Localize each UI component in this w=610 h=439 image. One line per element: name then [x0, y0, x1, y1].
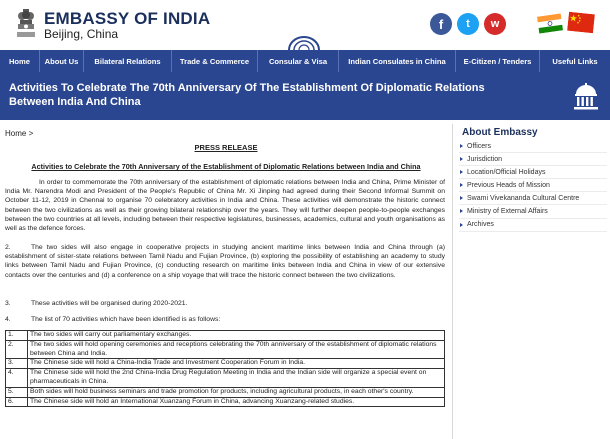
paragraph-4-number: 4. — [5, 316, 11, 323]
nav-about-us[interactable]: About Us — [40, 50, 84, 72]
sidebar-item-location-holidays[interactable]: Location/Official Holidays — [459, 166, 607, 179]
article-headline: Activities to Celebrate the 70th Anniversary of the Establishment of Diplomatic Relations between India and China — [31, 162, 421, 171]
paragraph-3-text: These activities will be organised during 2020-2021. — [31, 300, 188, 307]
sidebar-item-mea[interactable]: Ministry of External Affairs — [459, 205, 607, 218]
table-row — [6, 331, 445, 341]
india-flag-icon — [537, 13, 563, 33]
china-flag-icon — [567, 12, 595, 34]
row-number: 5. — [6, 387, 28, 397]
embassy-building-icon — [573, 83, 599, 111]
paragraph-1-text: In order to commemorate the 70th anniversary of the establishment of diplomatic relations between India and China, Prime Minister of India Mr. Narendra Modi and President of the People's Republic of China Mr. Xi Jinping had agreed during their Second Informal Summit on October 11-12, 2019 in Chennai to organise 70 celebratory activities in India and China. These activities will demonstrate the historic connect between the two civilizations as well as their growing bilateral relationship over the years. They will further deepen people-to-people exchanges between the two countries at all levels, including between their respective legislatures, businesses, academics, cultural and youth organisations as well as the defence forces. — [5, 179, 445, 233]
row-text: The Chinese side will hold a China-India Trade and Investment Cooperation Forum in India. — [28, 359, 445, 369]
dome-arch-icon — [287, 36, 321, 50]
sidebar-item-cultural-centre[interactable]: Swami Vivekananda Cultural Centre — [459, 192, 607, 205]
row-text: Both sides will hold business seminars and trade promotion for products, including agricultural products, in each other's country. — [28, 387, 445, 397]
sidebar-menu — [459, 140, 607, 232]
row-text: The Chinese side will hold the 2nd China-India Drug Regulation Meeting in India and the Indian side will organize a special event on pharmaceuticals in China. — [28, 369, 445, 388]
sidebar-item-previous-heads[interactable]: Previous Heads of Mission — [459, 179, 607, 192]
paragraph-4-text: The list of 70 activities which have been identified is as follows: — [31, 316, 221, 323]
weibo-icon[interactable]: w — [484, 13, 506, 35]
row-text: The two sides will hold opening ceremonies and receptions celebrating the 70th anniversary of the establishment of diplomatic relations between China and India. — [28, 340, 445, 359]
row-number: 1. — [6, 331, 28, 341]
page-banner — [0, 72, 610, 120]
breadcrumb[interactable]: Home > — [5, 129, 34, 138]
sidebar-title: About Embassy — [462, 127, 538, 138]
press-release-heading: PRESS RELEASE — [194, 143, 258, 152]
table-row — [6, 387, 445, 397]
nav-trade-commerce[interactable]: Trade & Commerce — [172, 50, 258, 72]
sidebar-item-officers[interactable]: Officers — [459, 140, 607, 153]
nav-e-citizen-tenders[interactable]: E-Citizen / Tenders — [456, 50, 540, 72]
paragraph-1 — [5, 178, 445, 233]
nav-home[interactable]: Home — [0, 50, 40, 72]
nav-useful-links[interactable]: Useful Links — [552, 56, 598, 66]
sidebar-item-archives[interactable]: Archives — [459, 219, 607, 232]
main-nav — [0, 50, 610, 72]
table-row — [6, 359, 445, 369]
site-subtitle: Beijing, China — [44, 27, 119, 41]
row-number: 2. — [6, 340, 28, 359]
table-row — [6, 340, 445, 359]
paragraph-3 — [5, 299, 445, 308]
site-title[interactable]: EMBASSY OF INDIA — [44, 9, 211, 28]
nav-bilateral-relations[interactable]: Bilateral Relations — [84, 50, 172, 72]
activities-table — [5, 330, 445, 407]
row-text: The two sides will carry out parliamentary exchanges. — [28, 331, 445, 341]
table-row — [6, 397, 445, 407]
nav-consular-visa[interactable]: Consular & Visa — [258, 50, 339, 72]
paragraph-2-number: 2. — [5, 244, 11, 251]
paragraph-3-number: 3. — [5, 300, 11, 307]
paragraph-4 — [5, 315, 445, 324]
site-header — [0, 0, 610, 50]
facebook-icon[interactable]: f — [430, 13, 452, 35]
sidebar-item-jurisdiction[interactable]: Jurisdiction — [459, 153, 607, 166]
row-number: 4. — [6, 369, 28, 388]
nav-indian-consulates[interactable]: Indian Consulates in China — [339, 50, 456, 72]
column-divider — [452, 124, 453, 439]
national-emblem-icon[interactable] — [14, 6, 38, 42]
page-title: Activities To Celebrate The 70th Anniversary Of The Establishment Of Diplomatic Relations Between India And China — [9, 82, 485, 108]
twitter-icon[interactable]: t — [457, 13, 479, 35]
row-number: 3. — [6, 359, 28, 369]
paragraph-2-text: The two sides will also engage in cooperative projects in studying ancient maritime links between India and China through (a) establishment of sister-state relations between Tamil Nadu and Fujian Province, (b) exploring the possibility of establishing an academy to study links between Tamil Nadu and Fujian Province, (c) conducting research on maritime links between India and China in view of our extensive contacts over the centuries and (d) a conference on a ship voyage that will trace the historic connect between the two civilizations. — [5, 244, 445, 279]
row-text: The Chinese side will hold an International Xuanzang Forum in China, advancing Xuanzang-related studies. — [28, 397, 445, 407]
table-row — [6, 369, 445, 388]
row-number: 6. — [6, 397, 28, 407]
paragraph-2 — [5, 243, 445, 280]
